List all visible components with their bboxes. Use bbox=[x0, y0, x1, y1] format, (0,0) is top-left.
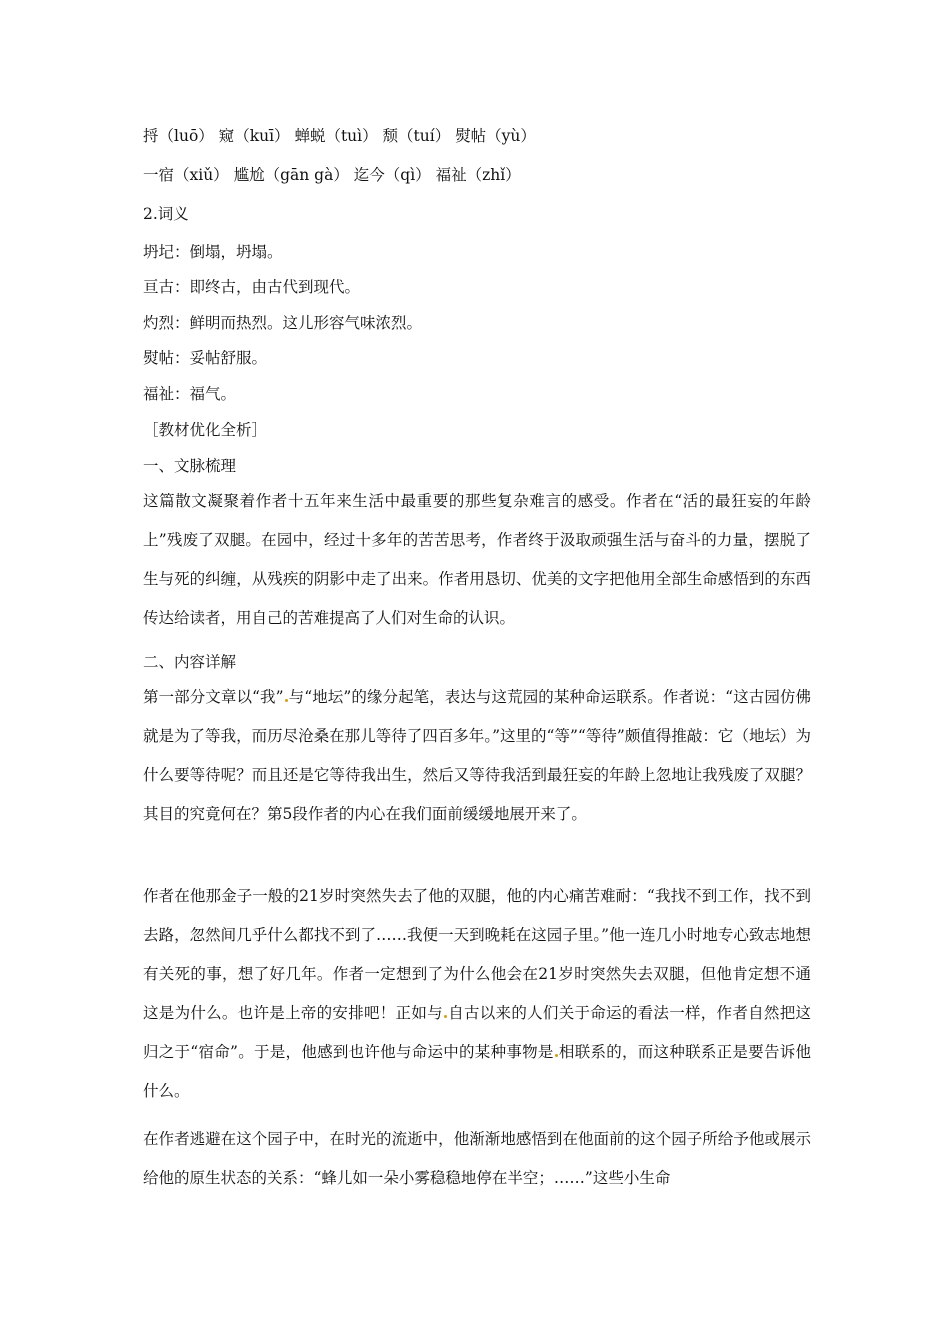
section-2-paragraph-2 bbox=[143, 877, 811, 1111]
paragraph-text: 作者在他那金子一般的21岁时突然失去了他的双腿，他的内心痛苦难耐：“我找不到工作，找不到去路，忽然间几乎什么都找不到了……我便一天到晚耗在这园子里。”他一连几小时地专心致志地想有关死的事，想了好几年。作者一定想到了为什么他会在21岁时突然失去双腿，但他肯定想不通这是为什么。也许是上帝的安排吧！正如与 bbox=[143, 887, 811, 1022]
section-heading-1: 一、文脉梳理 bbox=[143, 457, 237, 475]
paragraph-text: 第一部分文章以“我” bbox=[143, 688, 284, 706]
paragraph-text: 相联系的，而这种联系正是要告诉他什么。 bbox=[143, 1043, 811, 1100]
paragraph-text: 与“地坛”的缘分起笔，表达与这荒园的某种命运联系。作者说：“这古园仿佛就是为了等我，而历尽沧桑在那儿等待了四百多年。”这里的“等”“等待”颇值得推敲：它（地坛）为什么要等待呢？而且还是它等待我出生，然后又等待我活到最狂妄的年龄上忽地让我残废了双腿？其目的究竟何在？第5段作者的内心在我们面前缓缓地展开来了。 bbox=[143, 688, 811, 823]
vocab-heading: 2.词义 bbox=[143, 205, 189, 223]
vocab-item: 福祉：福气。 bbox=[143, 385, 237, 403]
section-heading-2: 二、内容详解 bbox=[143, 653, 237, 671]
analysis-title: ［教材优化全析］ bbox=[143, 421, 268, 439]
pinyin-line-1: 捋（luō） 窥（kuī） 蝉蜕（tuì） 颓（tuí） 熨帖（yù） bbox=[143, 127, 536, 145]
vocab-item: 灼烈：鲜明而热烈。这儿形容气味浓烈。 bbox=[143, 314, 423, 332]
paragraph-text: 自古以来的人们关于命运的看法一样，作者自然把这归之于“宿命”。于是，他感到也许他与命运中的某种事物是 bbox=[143, 1004, 811, 1061]
section-2-paragraph-3: 在作者逃避在这个园子中，在时光的流逝中，他渐渐地感悟到在他面前的这个园子所给予他或展示给他的原生状态的关系：“蜂儿如一朵小雾稳稳地停在半空；……”这些小生命 bbox=[143, 1130, 811, 1187]
pinyin-line-2: 一宿（xiǔ） 尴尬（gān gà） 迄今（qì） 福祉（zhǐ） bbox=[143, 166, 521, 184]
section-1-body: 这篇散文凝聚着作者十五年来生活中最重要的那些复杂难言的感受。作者在“活的最狂妄的年龄上”残废了双腿。在园中，经过十多年的苦苦思考，作者终于汲取顽强生活与奋斗的力量，摆脱了生与死的纠缠，从残疾的阴影中走了出来。作者用恳切、优美的文字把他用全部生命感悟到的东西传达给读者，用自己的苦难提高了人们对生命的认识。 bbox=[143, 492, 811, 627]
vocab-item: 熨帖：妥帖舒服。 bbox=[143, 349, 268, 367]
marker-dot bbox=[444, 1015, 447, 1018]
marker-dot bbox=[285, 699, 288, 702]
section-2-paragraph-1 bbox=[143, 678, 811, 834]
vocab-item: 亘古：即终古，由古代到现代。 bbox=[143, 278, 361, 296]
marker-dot bbox=[555, 1054, 558, 1057]
vocab-item: 坍圮：倒塌，坍塌。 bbox=[143, 243, 283, 261]
